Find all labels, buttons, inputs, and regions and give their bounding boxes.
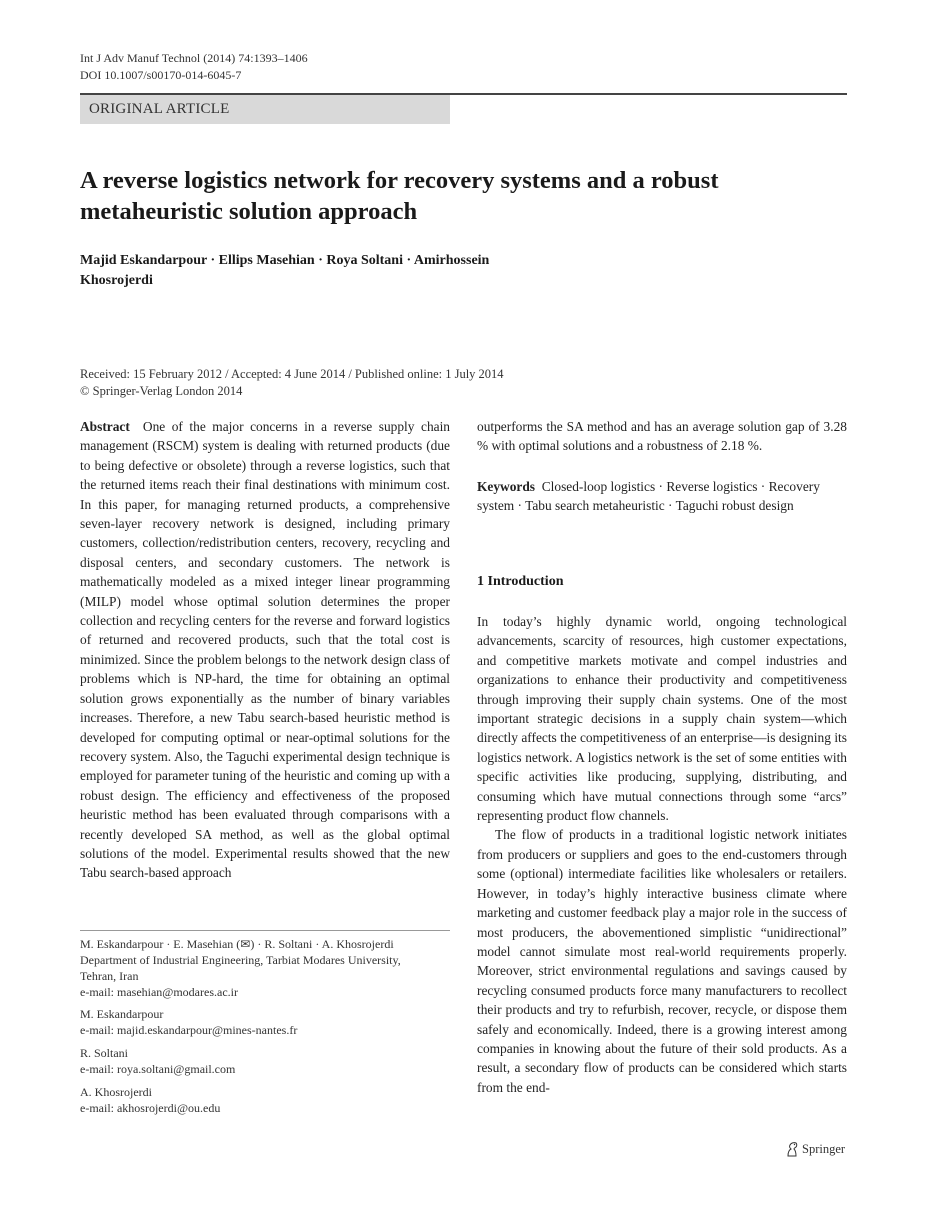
springer-horse-icon: [785, 1141, 799, 1157]
doi: DOI 10.1007/s00170-014-6045-7: [80, 68, 242, 82]
copyright: © Springer-Verlag London 2014: [80, 384, 243, 398]
affiliation-block-4: [80, 1084, 450, 1116]
abstract-text: One of the major concerns in a reverse supply chain management (RSCM) system is dealing with returned products (due to being defective or obsolete) through a reverse logistics, such that the returned items reach their final destinations with minimum cost. In this paper, for managing returned products, a comprehensive seven-layer recovery network is designed, including primary customers, collection/redistribution centers, recovery, recycling and disposal centers, and secondary customers. The network is mathematically modeled as a mixed integer linear programming (MILP) model whose optimal solution determines the proper collection and recycling centers for the reverse and forward logistics of returned and recovered products, such that the total cost is minimized. Since the problem belongs to the network design class of problems which is NP-hard, the time for obtaining an optimal solution grows exponentially as the number of binary variables increases. Therefore, a new Tabu search-based heuristic method is developed for computing optimal or near-optimal solutions for the recovery system. Also, the Taguchi experimental design technique is employed for parameter tuning of the heuristic and coming up with a robust design. The efficiency and effectiveness of the proposed heuristic method has been evaluated through comparisons with a recently developed SA method, as well as the global optimal solutions of the model. Experimental results showed that the new Tabu search-based approach: [80, 419, 451, 881]
abstract-continuation: outperforms the SA method and has an average solution gap of 3.28 % with optimal solutions and a robustness of 2.18 %.: [477, 419, 847, 454]
affiliation-block-3: [80, 1045, 450, 1077]
intro-paragraph-2: The flow of products in a traditional logistic network initiates from producers or suppliers and goes to the end-customers through some (optional) intermediate facilities like wholesalers or retailers. However, in today’s highly interactive business climate where marketing and customer feedback play a major role in the success of most producers, the abovementioned simplistic “unidirectional” model cannot simulate most real-world requirements properly. Moreover, strict environmental regulations and savings caused by recycling consumed products force many manufacturers to recollect their products and try to refurbish, recover, recycle, or dispose them safely and economically. Indeed, there is a growing interest among companies in knowing about the future of their sold products. As a result, a secondary flow of products can be considered which starts from the end-: [477, 827, 847, 1095]
affiliation-email[interactable]: e-mail: akhosrojerdi@ou.edu: [80, 1101, 221, 1115]
paper-title: A reverse logistics network for recovery systems and a robust metaheuristic solution approach: [80, 167, 719, 225]
affiliation-rule: [80, 930, 450, 931]
section-heading-introduction: 1 Introduction: [477, 574, 564, 589]
affiliation-author: A. Khosrojerdi: [80, 1085, 152, 1099]
journal-citation: Int J Adv Manuf Technol (2014) 74:1393–1406: [80, 51, 308, 65]
affiliation-block-2: [80, 1006, 450, 1038]
intro-paragraph-1: In today’s highly dynamic world, ongoing technological advancements, scarcity of resources, high customer expectations, and competitive markets motivate and compel industries and organizations to enhance their productivity and competitiveness through improving their supply chain systems. One of the most important strategic decisions in a supply chain system—which directly affects the competitiveness of an enterprise—is designing its logistics network. A logistics network is the set of some entities with specific activities like producing, supplying, distributing, and consuming which have mutual connections through some “arcs” representing product flow channels.: [477, 614, 847, 824]
affiliation-author: R. Soltani: [80, 1046, 129, 1060]
introduction-body: [477, 612, 847, 1097]
affiliation-email[interactable]: e-mail: masehian@modares.ac.ir: [80, 985, 238, 999]
affiliation-city: Tehran, Iran: [80, 969, 139, 983]
publication-dates: [80, 366, 504, 400]
date-history: Received: 15 February 2012 / Accepted: 4 June 2014 / Published online: 1 July 2014: [80, 367, 504, 381]
affiliation-block-1: [80, 936, 450, 1000]
affiliation-department: Department of Industrial Engineering, Tarbiat Modares University,: [80, 953, 401, 967]
affiliation-authors: M. Eskandarpour · E. Masehian (✉) · R. Soltani · A. Khosrojerdi: [80, 937, 394, 951]
author-list: Majid Eskandarpour · Ellips Masehian · Roya Soltani · Amirhossein Khosrojerdi: [80, 253, 490, 288]
publisher-name: Springer: [802, 1141, 846, 1156]
article-type-banner: ORIGINAL ARTICLE: [80, 95, 450, 124]
abstract: [80, 417, 450, 883]
keywords-label: Keywords: [477, 479, 536, 494]
affiliation-email[interactable]: e-mail: roya.soltani@gmail.com: [80, 1062, 236, 1076]
keywords-text: Closed-loop logistics · Reverse logistics · Recovery system · Tabu search metaheuristic · Taguchi robust design: [477, 479, 820, 514]
abstract-label: Abstract: [80, 419, 130, 434]
affiliation-author: M. Eskandarpour: [80, 1007, 164, 1021]
affiliation-email[interactable]: e-mail: majid.eskandarpour@mines-nantes.fr: [80, 1023, 298, 1037]
springer-logo: [785, 1141, 845, 1157]
keywords: [477, 477, 847, 516]
